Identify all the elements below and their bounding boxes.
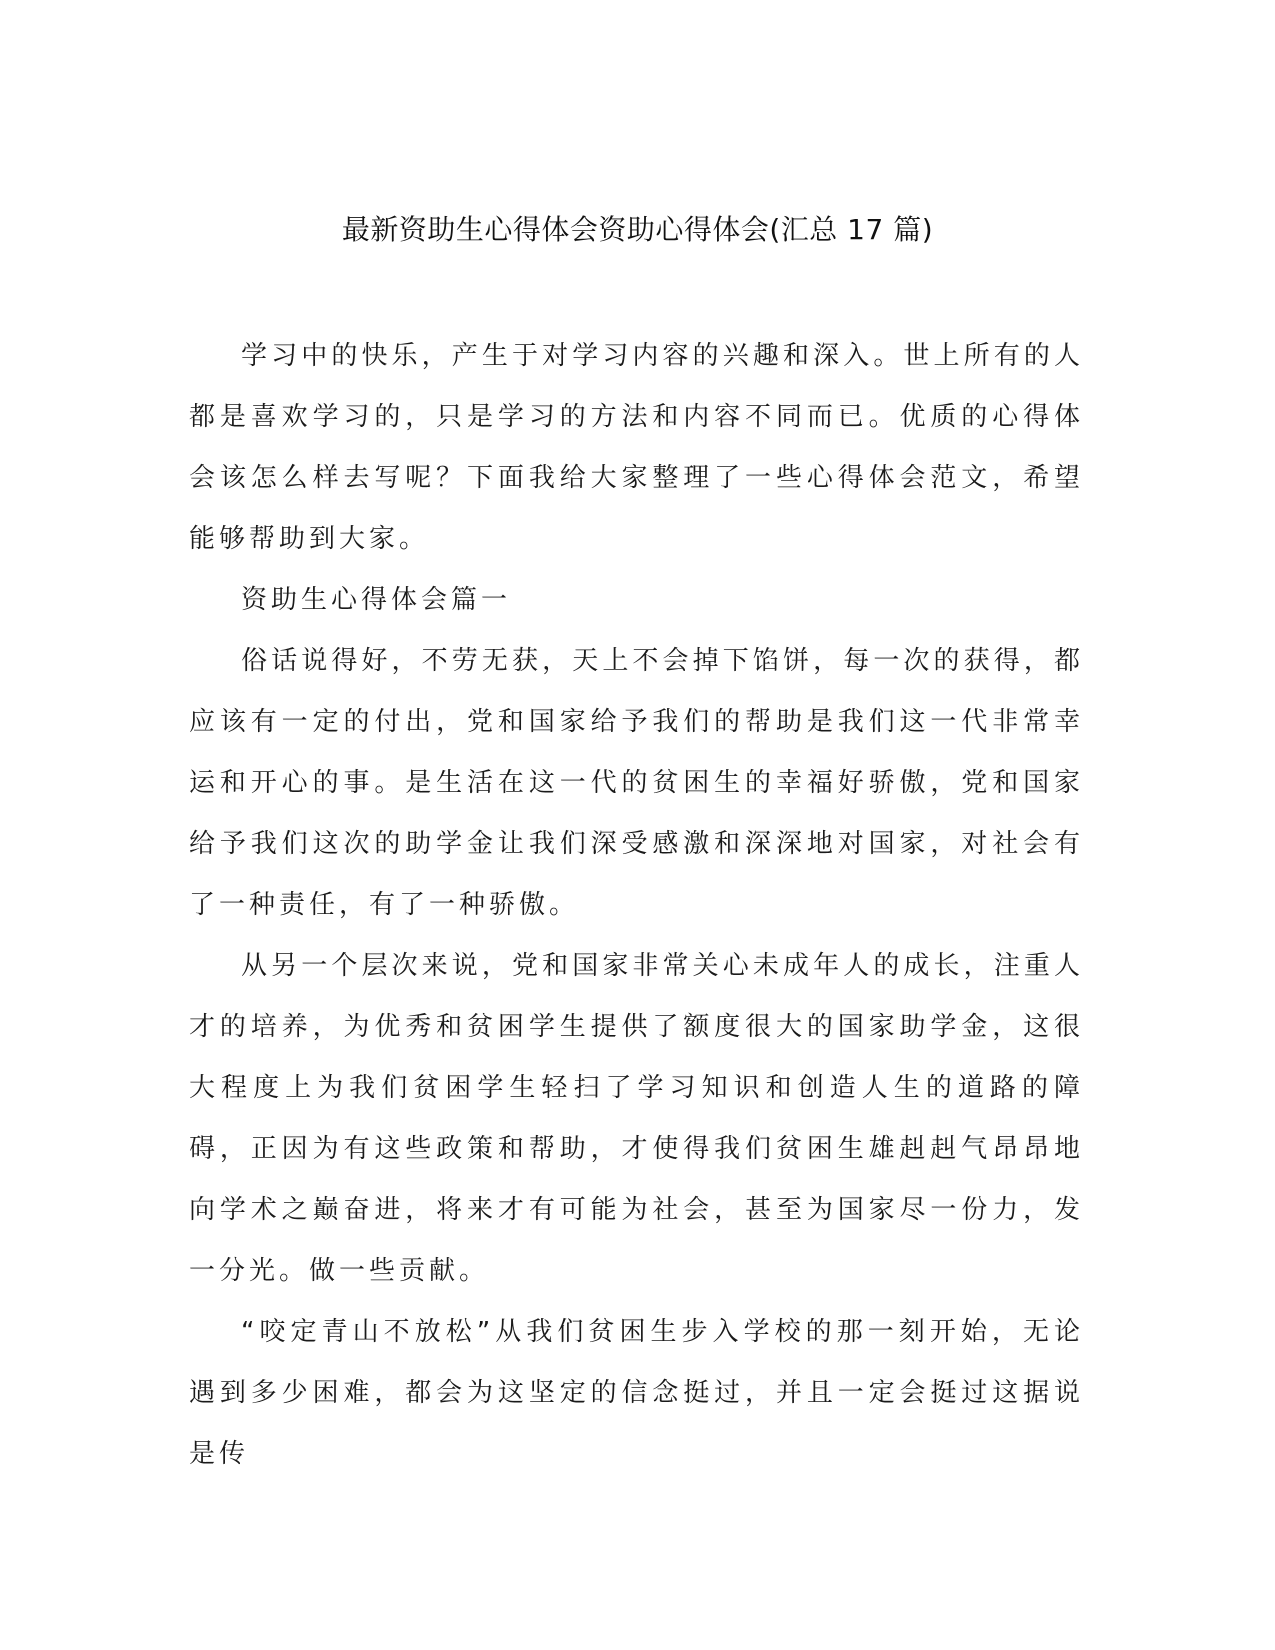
- document-title: 最新资助生心得体会资助心得体会(汇总 17 篇): [341, 213, 934, 246]
- document-body: [189, 326, 1084, 1485]
- body-paragraph: 从另一个层次来说，党和国家非常关心未成年人的成长，注重人才的培养，为优秀和贫困学生提供了额度很大的国家助学金，这很大程度上为我们贫困学生轻扫了学习知识和创造人生的道路的障碍，正因为有这些政策和帮助，才使得我们贫困生雄赳赳气昂昂地向学术之巅奋进，将来才有可能为社会，甚至为国家尽一份力，发一分光。做一些贡献。: [189, 951, 1084, 1286]
- body-paragraph: 俗话说得好，不劳无获，天上不会掉下馅饼，每一次的获得，都应该有一定的付出，党和国家给予我们的帮助是我们这一代非常幸运和开心的事。是生活在这一代的贫困生的幸福好骄傲，党和国家给予我们这次的助学金让我们深受感激和深深地对国家，对社会有了一种责任，有了一种骄傲。: [189, 646, 1084, 920]
- body-paragraph: “咬定青山不放松”从我们贫困生步入学校的那一刻开始，无论遇到多少困难，都会为这坚定的信念挺过，并且一定会挺过这据说是传: [189, 1317, 1084, 1469]
- section-heading: 资助生心得体会篇一: [241, 585, 512, 615]
- intro-paragraph: 学习中的快乐，产生于对学习内容的兴趣和深入。世上所有的人都是喜欢学习的，只是学习的方法和内容不同而已。优质的心得体会该怎么样去写呢？下面我给大家整理了一些心得体会范文，希望能够帮助到大家。: [189, 341, 1084, 554]
